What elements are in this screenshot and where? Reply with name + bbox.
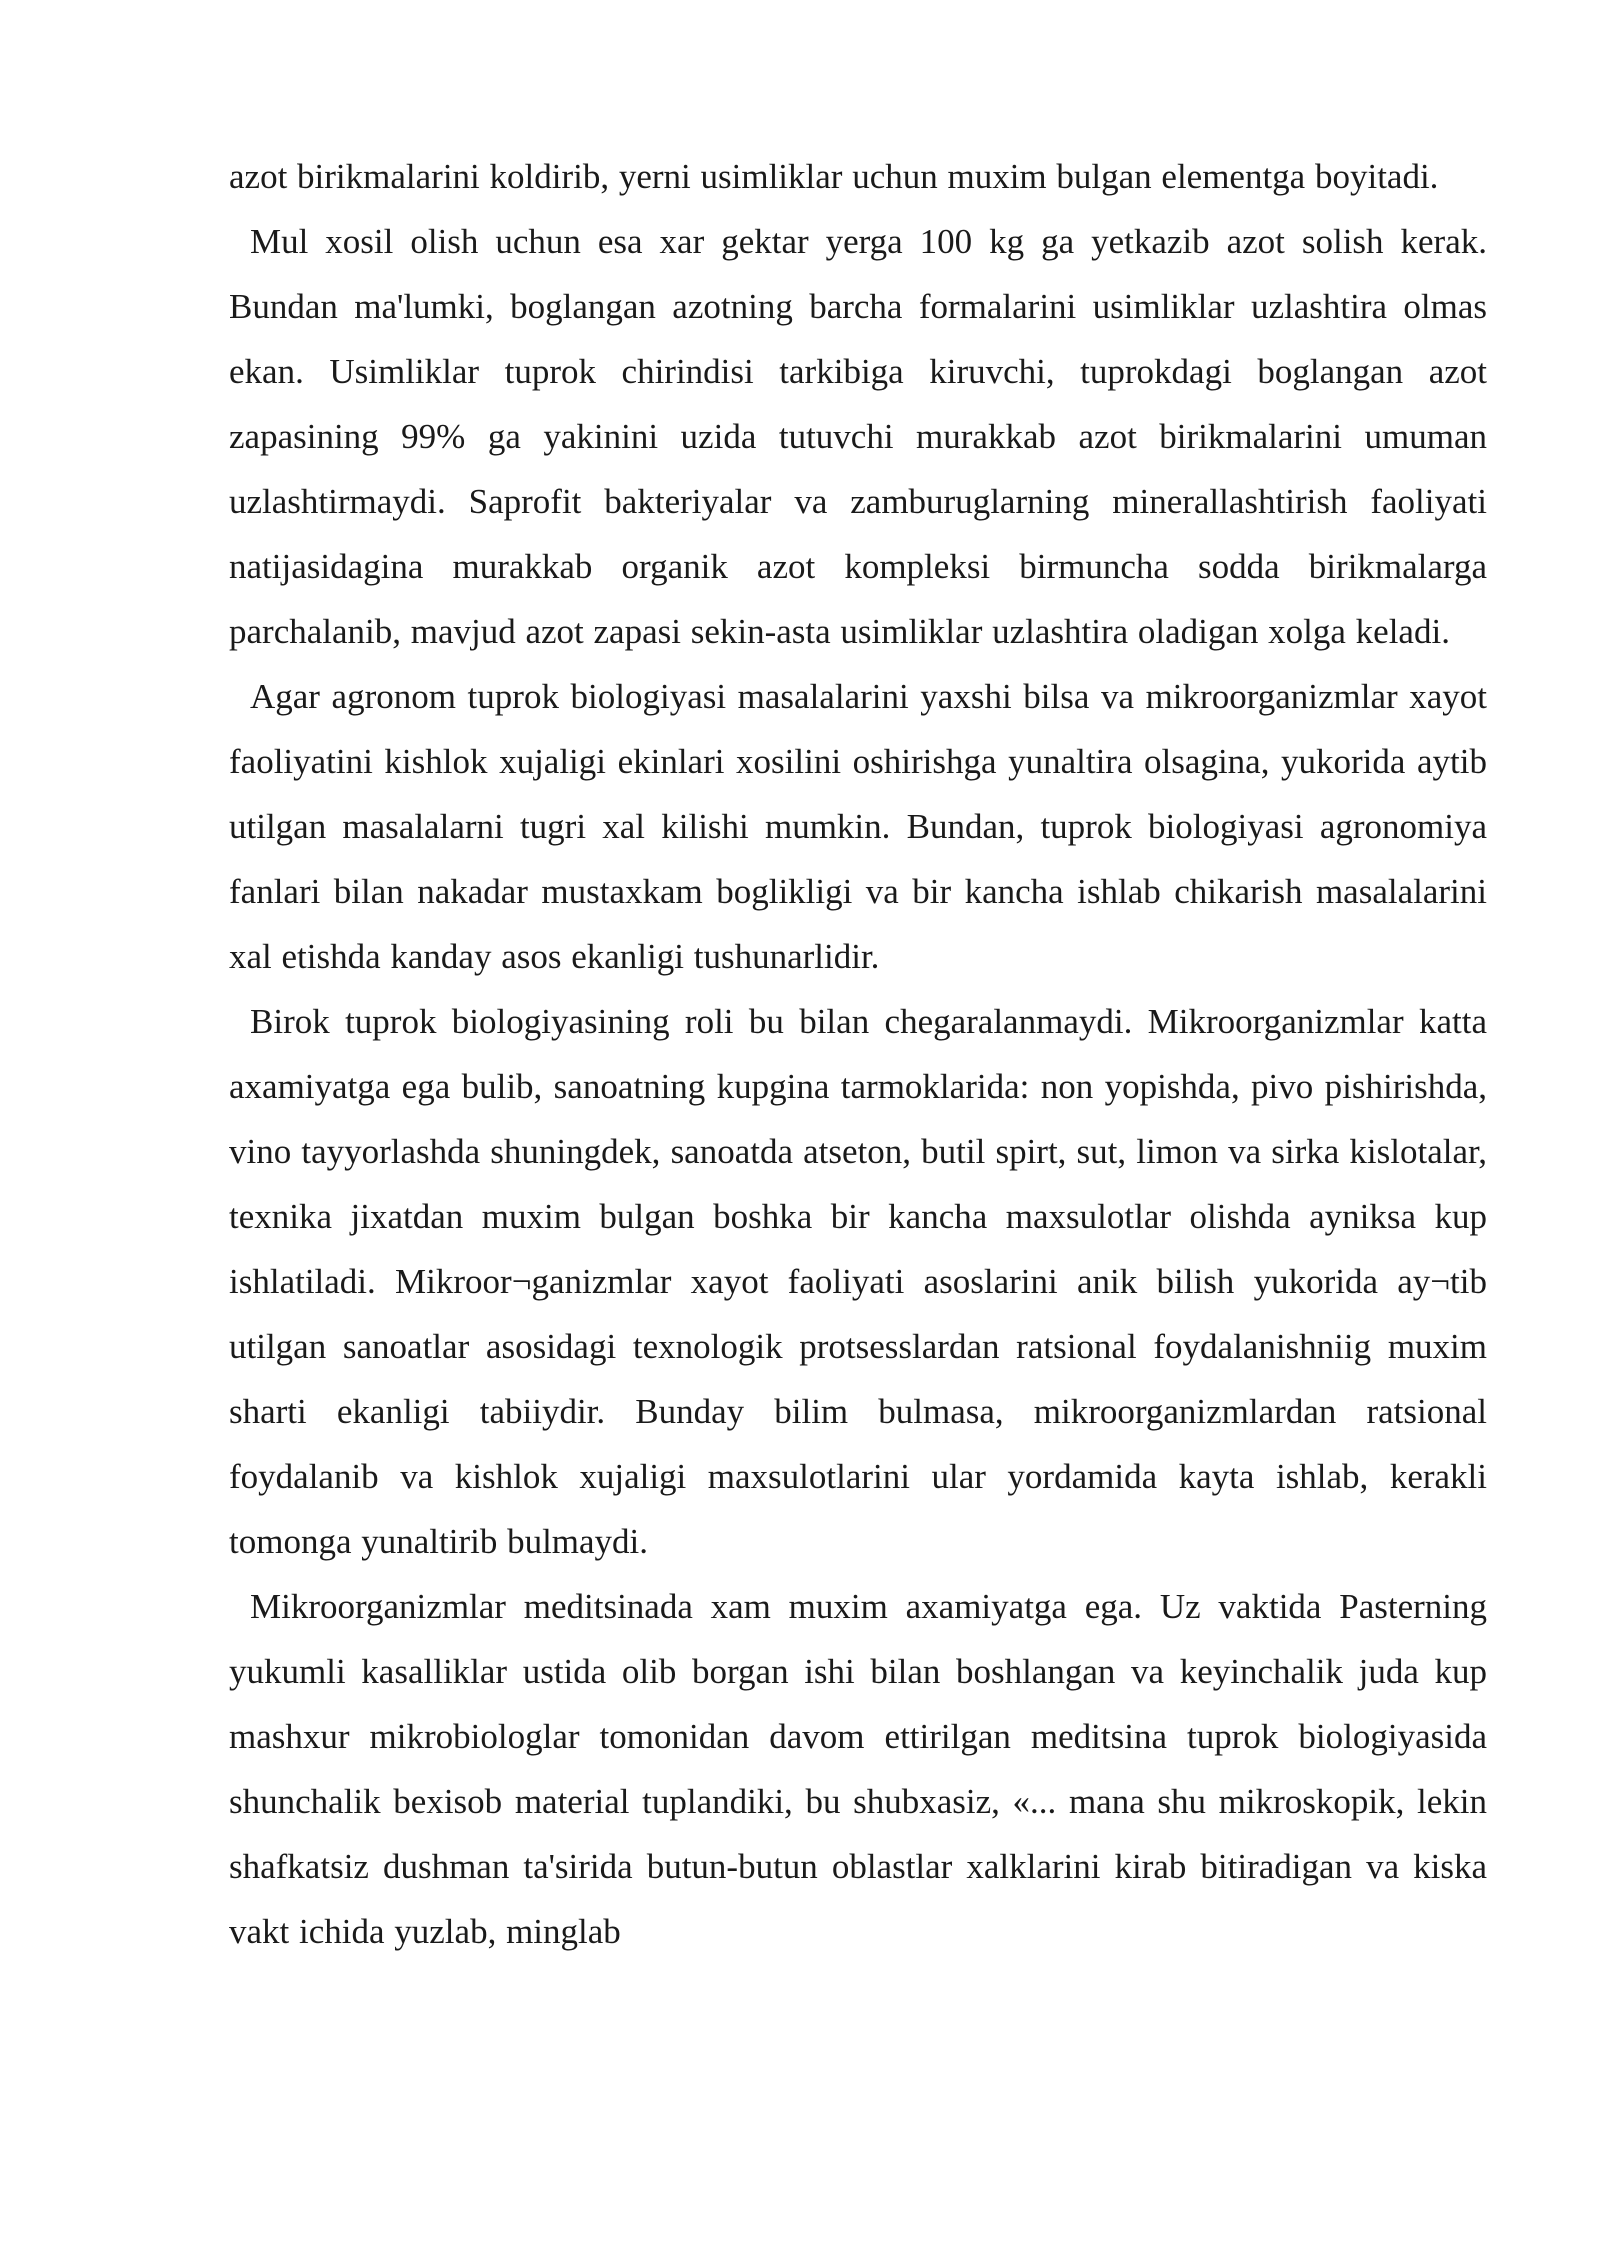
paragraph: Agar agronom tuprok biologiyasi masalalarini yaxshi bilsa va mikroorganizmlar xayot faoliyatini kishlok xujaligi ekinlari xosilini oshirishga yunaltira olsagina, yukorida aytib utilgan masalalarni tugri xal kilishi mumkin. Bundan, tuprok biologiyasi agronomiya fanlari bilan nakadar mustaxkam boglikligi va bir kancha ishlab chikarish masalalarini xal etishda kanday asos ekanligi tushunarlidir. — [229, 677, 1487, 976]
paragraph: Birok tuprok biologiyasining roli bu bilan chegaralanmaydi. Mikroorganizmlar katta axamiyatga ega bulib, sanoatning kupgina tarmoklarida: non yopishda, pivo pishirishda, vino tayyorlashda shuningdek, sanoatda atseton, butil spirt, sut, limon va sirka kislotalar, texnika jixatdan muxim bulgan boshka bir kancha maxsulotlar olishda ayniksa kup ishlatiladi. Mikroor¬ganizmlar xayot faoliyati asoslarini anik bilish yukorida ay¬tib utilgan sanoatlar asosidagi texnologik protsesslardan ratsional foydalanishniig muxim sharti ekanligi tabiiydir. Bunday bilim bulmasa, mikroorganizmlardan ratsional foydalanib va kishlok xujaligi maxsulotlarini ular yordamida kayta ishlab, kerakli tomonga yunaltirib bulmaydi. — [229, 1002, 1487, 1561]
paragraph-continuation: azot birikmalarini koldirib, yerni usimliklar uchun muxim bulgan elementga boyitadi. — [229, 157, 1439, 196]
paragraph: Mul xosil olish uchun esa xar gektar yerga 100 kg ga yetkazib azot solish kerak. Bundan ma'lumki, boglangan azotning barcha formalarini usimliklar uzlashtira olmas ekan. Usimliklar tuprok chirindisi tarkibiga kiruvchi, tuprokdagi boglangan azot zapasining 99% ga yakinini uzida tutuvchi murakkab azot birikmalarini umuman uzlashtirmaydi. Saprofit bakteriyalar va zamburuglarning minerallashtirish faoliyati natijasidagina murakkab organik azot kompleksi birmuncha sodda birikmalarga parchalanib, mavjud azot zapasi sekin-asta usimliklar uzlashtira oladigan xolga keladi. — [229, 222, 1487, 651]
paragraph: Mikroorganizmlar meditsinada xam muxim axamiyatga ega. Uz vaktida Pasterning yukumli kasalliklar ustida olib borgan ishi bilan boshlangan va keyinchalik juda kup mashxur mikrobiologlar tomonidan davom ettirilgan meditsina tuprok biologiyasida shunchalik bexisob material tuplandiki, bu shubxasiz, «... mana shu mikroskopik, lekin shafkatsiz dushman ta'sirida butun-butun oblastlar xalklarini kirab bitiradigan va kiska vakt ichida yuzlab, minglab — [229, 1587, 1487, 1951]
document-body — [229, 144, 1487, 1964]
